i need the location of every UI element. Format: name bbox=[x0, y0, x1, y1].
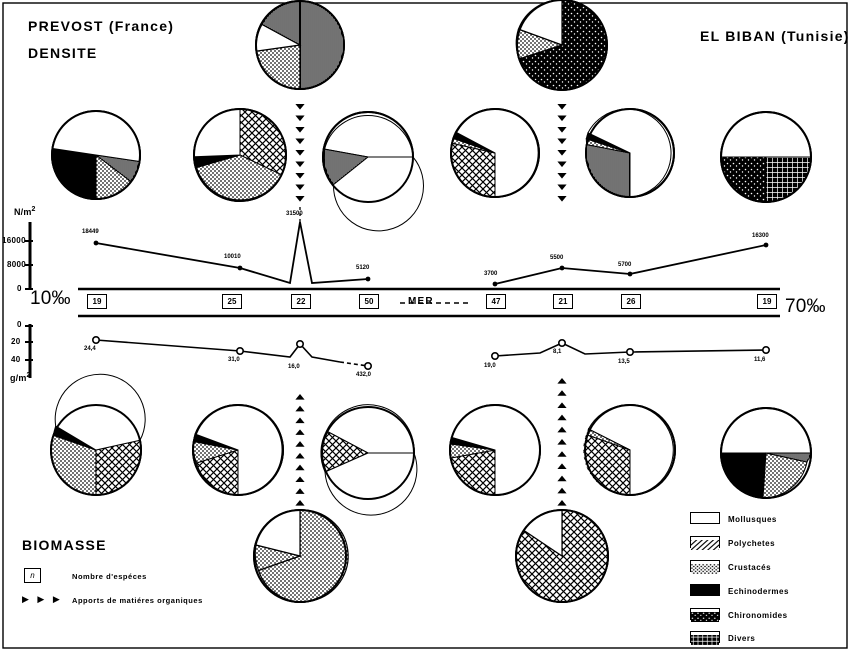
biomass-tick-20: 20 bbox=[11, 337, 21, 346]
key-species-box-symbol: n bbox=[24, 568, 41, 583]
organic-arrow-down-right-3 bbox=[557, 127, 566, 133]
species-box-P3[interactable]: 22 bbox=[291, 294, 311, 309]
organic-arrow-down-left-4 bbox=[295, 139, 304, 145]
organic-arrow-up-left-8 bbox=[295, 476, 304, 482]
salinity-left-value: 10‰ bbox=[30, 288, 71, 309]
organic-arrow-up-left-10 bbox=[295, 500, 304, 506]
organic-arrow-up-left-4 bbox=[295, 429, 304, 435]
density-value-P2: 10010 bbox=[224, 254, 241, 260]
legend-label-crustaces: Crustacés bbox=[728, 563, 772, 572]
figure-border bbox=[3, 3, 847, 648]
legend-swatch-polychetes bbox=[690, 536, 720, 548]
biomass-value-B4: 11,6 bbox=[754, 357, 766, 363]
biomass-pie-B2 bbox=[583, 405, 675, 495]
legend-label-polychetes: Polychetes bbox=[728, 539, 776, 548]
organic-arrow-up-right-9 bbox=[557, 476, 566, 482]
legend-swatch-echinodermes bbox=[690, 584, 720, 596]
organic-arrow-up-left-2 bbox=[295, 406, 304, 412]
biomass-value-P4: 432,0 bbox=[356, 372, 372, 378]
organic-arrow-up-right-3 bbox=[557, 402, 566, 408]
organic-arrow-down-right-5 bbox=[557, 150, 566, 156]
species-box-B4[interactable]: 19 bbox=[757, 294, 777, 309]
organic-arrow-down-right-9 bbox=[557, 196, 566, 202]
density-axis-unit: $N/m^2$ bbox=[14, 206, 36, 217]
density-value-B4: 16300 bbox=[752, 233, 769, 239]
hatch-icon bbox=[691, 540, 719, 550]
biomass-axis bbox=[25, 324, 33, 378]
density-points bbox=[94, 241, 769, 287]
biomass-pie-B4 bbox=[721, 408, 811, 498]
species-box-B2[interactable]: 21 bbox=[553, 294, 573, 309]
organic-arrow-down-right-8 bbox=[557, 185, 566, 191]
organic-arrow-up-right-8 bbox=[557, 463, 566, 469]
legend-label-mollusques: Mollusques bbox=[728, 515, 777, 524]
legend-swatch-divers bbox=[690, 631, 720, 643]
biomass-pie-P4-bottom bbox=[254, 510, 348, 602]
density-pie-B2 bbox=[586, 109, 674, 197]
density-pie-B2-top bbox=[516, 0, 607, 90]
organic-arrow-down-left-9 bbox=[295, 196, 304, 202]
density-pie-B1 bbox=[451, 109, 539, 197]
density-tick-16000: 16000 bbox=[2, 236, 26, 245]
biomass-axis-unit: $g/m^2$ bbox=[10, 372, 31, 383]
key-organic-symbol: ▶ ▶ ▶ bbox=[22, 594, 63, 604]
biomass-value-P3: 16,0 bbox=[288, 364, 300, 370]
density-value-B3: 5700 bbox=[618, 262, 632, 268]
organic-arrow-up-right-2 bbox=[557, 390, 566, 396]
biomass-value-P2: 31,0 bbox=[228, 357, 240, 363]
biomass-value-B1: 19,0 bbox=[484, 363, 496, 369]
species-box-B3[interactable]: 26 bbox=[621, 294, 641, 309]
organic-arrow-up-right-4 bbox=[557, 415, 566, 421]
organic-arrow-down-left-7 bbox=[295, 173, 304, 179]
organic-arrow-down-right-7 bbox=[557, 173, 566, 179]
biomass-value-B3: 13,5 bbox=[618, 359, 630, 365]
density-value-P1: 18449 bbox=[82, 229, 99, 235]
organic-arrow-up-left-1 bbox=[295, 394, 304, 400]
biomass-pie-P1 bbox=[51, 374, 145, 495]
organic-arrow-down-right-1 bbox=[557, 104, 566, 110]
organic-arrow-down-left-1 bbox=[295, 104, 304, 110]
legend-label-echinodermes: Echinodermes bbox=[728, 587, 789, 596]
density-value-P3: 31500 bbox=[286, 211, 303, 217]
organic-arrow-up-left-7 bbox=[295, 465, 304, 471]
organic-arrow-up-right-5 bbox=[557, 427, 566, 433]
organic-arrow-up-left-9 bbox=[295, 488, 304, 494]
organic-arrow-down-left-6 bbox=[295, 162, 304, 168]
biomass-value-P1: 24,4 bbox=[84, 346, 96, 352]
biomass-pie-B2-bottom bbox=[516, 510, 608, 602]
species-box-P4[interactable]: 50 bbox=[359, 294, 379, 309]
biomass-curve-prevost-dashed bbox=[340, 362, 368, 366]
organic-arrow-up-right-11 bbox=[557, 500, 566, 506]
organic-arrow-up-left-6 bbox=[295, 453, 304, 459]
species-box-P1[interactable]: 19 bbox=[87, 294, 107, 309]
biomass-tick-0: 0 bbox=[17, 320, 22, 329]
legend-swatch-chironomides bbox=[690, 608, 720, 620]
density-tick-0: 0 bbox=[17, 284, 22, 293]
density-value-P4: 5120 bbox=[356, 265, 370, 271]
density-tick-8000: 8000 bbox=[7, 260, 27, 269]
density-pie-P3-top bbox=[256, 1, 344, 89]
density-value-B1: 3700 bbox=[484, 271, 498, 277]
legend-swatch-crustaces bbox=[690, 560, 720, 572]
density-curve-prevost bbox=[96, 222, 368, 283]
biomass-points bbox=[93, 337, 769, 369]
dots-icon bbox=[691, 564, 719, 574]
density-pie-B4 bbox=[721, 112, 811, 202]
organic-arrow-down-left-3 bbox=[295, 127, 304, 133]
page-title-right-site: EL BIBAN (Tunisie) bbox=[700, 28, 850, 44]
panel-label-densite: DENSITE bbox=[28, 45, 98, 61]
key-organic-label: Apports de matiéres organiques bbox=[72, 596, 203, 605]
organic-arrow-down-left-5 bbox=[295, 150, 304, 156]
organic-arrow-up-right-6 bbox=[557, 439, 566, 445]
organic-arrow-down-right-4 bbox=[557, 139, 566, 145]
speckle-icon bbox=[691, 612, 719, 622]
salinity-right-value: 70‰ bbox=[785, 296, 826, 317]
biomass-pie-P3 bbox=[321, 405, 417, 515]
biomass-tick-40: 40 bbox=[11, 355, 21, 364]
organic-arrow-up-right-7 bbox=[557, 451, 566, 457]
legend-label-chironomides: Chironomides bbox=[728, 611, 788, 620]
organic-arrow-up-right-10 bbox=[557, 488, 566, 494]
legend-swatch-mollusques bbox=[690, 512, 720, 524]
density-value-B2: 5500 bbox=[550, 255, 564, 261]
organic-arrow-up-right-1 bbox=[557, 378, 566, 384]
biomass-pie-B1 bbox=[450, 405, 540, 495]
density-pie-P1 bbox=[52, 111, 140, 199]
density-axis bbox=[25, 222, 33, 290]
organic-arrow-down-left-2 bbox=[295, 116, 304, 122]
panel-label-biomasse: BIOMASSE bbox=[22, 537, 107, 553]
sea-label: MER bbox=[408, 296, 434, 307]
page-title-left-site: PREVOST (France) bbox=[28, 18, 175, 34]
density-pie-P2 bbox=[194, 109, 286, 201]
organic-arrow-up-left-5 bbox=[295, 441, 304, 447]
species-box-P2[interactable]: 25 bbox=[222, 294, 242, 309]
biomass-value-B2: 8,1 bbox=[553, 349, 562, 355]
dense-icon bbox=[691, 635, 719, 645]
organic-arrow-down-right-6 bbox=[557, 162, 566, 168]
key-species-label: Nombre d'espéces bbox=[72, 572, 147, 581]
organic-arrow-down-right-2 bbox=[557, 116, 566, 122]
species-box-B1[interactable]: 47 bbox=[486, 294, 506, 309]
density-pie-P3 bbox=[323, 112, 423, 231]
legend-label-divers: Divers bbox=[728, 634, 756, 643]
organic-arrow-down-left-8 bbox=[295, 185, 304, 191]
biomass-pie-P2 bbox=[193, 405, 283, 495]
organic-arrow-up-left-3 bbox=[295, 418, 304, 424]
